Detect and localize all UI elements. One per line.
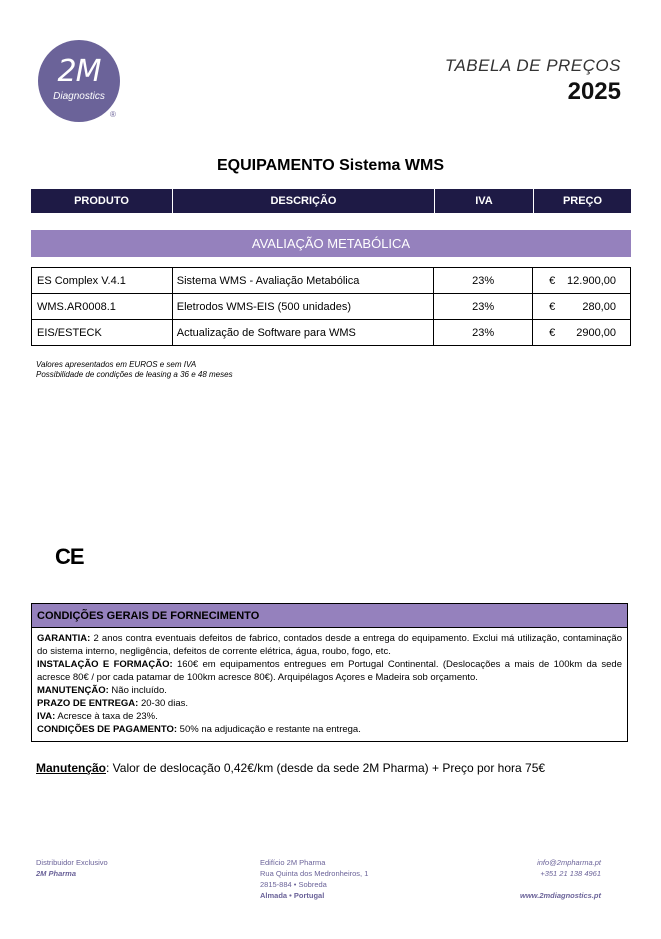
cell-descricao: Eletrodos WMS-EIS (500 unidades) <box>173 294 435 319</box>
footer-distributor-label: Distribuidor Exclusivo <box>36 858 108 867</box>
footer-contacts <box>520 857 601 901</box>
condition-label: GARANTIA: <box>37 633 91 644</box>
price-value: 280,00 <box>582 300 616 313</box>
note-line: Valores apresentados em EUROS e sem IVA <box>36 360 197 369</box>
condition-label: CONDIÇÕES DE PAGAMENTO: <box>37 724 178 735</box>
condition-item <box>37 697 622 710</box>
footer-address-line: Edifício 2M Pharma <box>260 858 326 867</box>
cell-iva: 23% <box>434 294 533 319</box>
table-row <box>31 268 631 294</box>
currency-symbol: € <box>549 274 556 287</box>
price-value: 2900,00 <box>576 326 616 339</box>
cell-produto: ES Complex V.4.1 <box>32 268 173 293</box>
condition-item <box>37 710 622 723</box>
footer-address-line: Rua Quinta dos Medronheiros, 1 <box>260 869 369 878</box>
condition-text: 50% na adjudicação e restante na entrega. <box>177 724 361 735</box>
condition-label: IVA: <box>37 711 56 722</box>
footer-distributor <box>36 857 108 879</box>
footer-phone: +351 21 138 4961 <box>540 869 601 878</box>
price-table-year: 2025 <box>567 78 621 105</box>
table-row <box>31 294 631 320</box>
column-header-preco: PREÇO <box>562 195 603 207</box>
section-title: EQUIPAMENTO Sistema WMS <box>217 157 444 174</box>
logo-brand: 2M <box>57 54 101 89</box>
footer-email-link[interactable]: info@2mpharma.pt <box>537 858 601 867</box>
table-header <box>31 189 631 213</box>
currency-symbol: € <box>549 326 556 339</box>
cell-descricao: Actualização de Software para WMS <box>173 320 435 345</box>
cell-preco <box>533 268 630 293</box>
table-row <box>31 320 631 346</box>
cell-preco <box>533 294 630 319</box>
condition-item <box>37 658 622 684</box>
condition-text: 2 anos contra eventuais defeitos de fabrico, contados desde a entrega do equipamento. Exclui má utilização, contaminação do sistema interno, negligência, defeitos de corrente elétrica, água, roubo, fogo, etc. <box>37 633 622 657</box>
price-table-body <box>31 267 631 346</box>
maintenance-text: : Valor de deslocação 0,42€/km (desde da sede 2M Pharma) + Preço por hora 75€ <box>106 761 546 775</box>
price-notes <box>36 360 233 380</box>
condition-label: INSTALAÇÃO E FORMAÇÃO: <box>37 659 173 670</box>
footer-address-line: Almada • Portugal <box>260 891 325 900</box>
column-header-iva: IVA <box>435 189 534 213</box>
condition-item <box>37 632 622 658</box>
price-value: 12.900,00 <box>567 274 616 287</box>
condition-text: Acresce à taxa de 23%. <box>55 711 158 722</box>
footer-address <box>260 857 368 901</box>
note-line: Possibilidade de condições de leasing a 36 e 48 meses <box>36 370 233 379</box>
price-table-title: TABELA DE PREÇOS <box>444 56 621 75</box>
cell-produto: WMS.AR0008.1 <box>32 294 173 319</box>
column-header-produto: PRODUTO <box>31 189 173 213</box>
conditions-box <box>31 603 628 742</box>
registered-mark: ® <box>110 110 116 119</box>
maintenance-label: Manutenção <box>36 761 107 775</box>
conditions-body <box>32 628 627 741</box>
logo-subtitle: Diagnostics <box>53 91 105 102</box>
condition-label: PRAZO DE ENTREGA: <box>37 698 139 709</box>
condition-item <box>37 723 622 736</box>
maintenance-note <box>36 761 545 775</box>
cell-descricao: Sistema WMS - Avaliação Metabólica <box>173 268 435 293</box>
cell-iva: 23% <box>434 268 533 293</box>
ce-mark-icon: CE <box>55 544 84 569</box>
condition-text: 20-30 dias. <box>138 698 188 709</box>
cell-iva: 23% <box>434 320 533 345</box>
cell-preco <box>533 320 630 345</box>
condition-text: 160€ em equipamentos entregues em Portugal Continental. (Deslocações a mais de 100km da sede acresce 80€ / por cada patamar de 100km acresce 80€). Arquipélagos Açores e Madeira sob orçamento. <box>37 659 622 683</box>
currency-symbol: € <box>549 300 556 313</box>
category-band: AVALIAÇÃO METABÓLICA <box>31 230 631 257</box>
footer-website-link[interactable]: www.2mdiagnostics.pt <box>520 891 601 900</box>
condition-item <box>37 684 622 697</box>
cell-produto: EIS/ESTECK <box>32 320 173 345</box>
footer-address-line: 2815-884 • Sobreda <box>260 880 327 889</box>
column-header-descricao: DESCRIÇÃO <box>173 189 435 213</box>
company-logo <box>38 40 120 122</box>
condition-text: Não incluído. <box>108 685 167 696</box>
condition-label: MANUTENÇÃO: <box>37 685 109 696</box>
footer-distributor-name: 2M Pharma <box>36 869 77 878</box>
conditions-title: CONDIÇÕES GERAIS DE FORNECIMENTO <box>32 604 627 628</box>
